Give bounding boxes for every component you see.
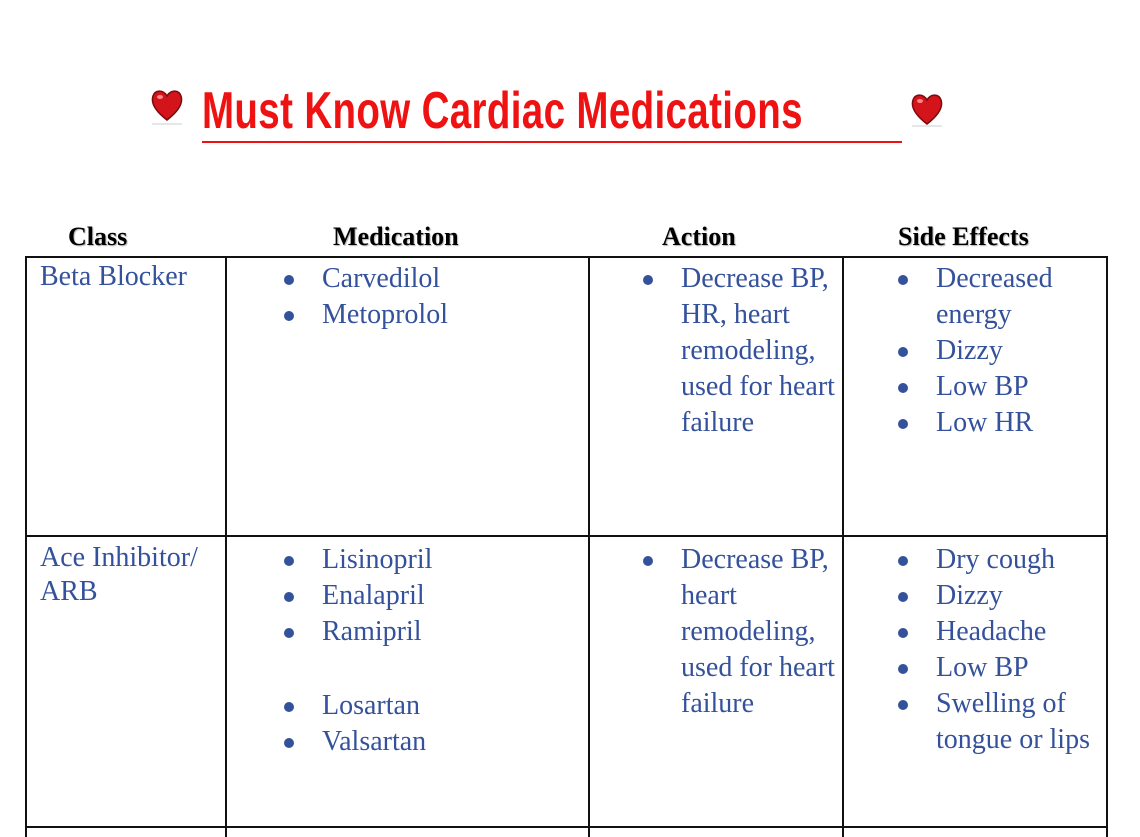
table-row-beta-blocker-action: [640, 261, 840, 441]
column-divider: [588, 256, 590, 837]
heart-icon: [910, 90, 944, 130]
list-item: Losartan: [281, 688, 581, 724]
row-divider: [25, 535, 1108, 537]
medication-list: [281, 261, 581, 333]
action-list: [640, 542, 840, 722]
list-item: Dry cough: [895, 542, 1103, 578]
column-divider: [842, 256, 844, 837]
list-item: Low BP: [895, 650, 1103, 686]
list-item: Metoprolol: [281, 297, 581, 333]
list-item: Swelling of tongue or lips: [895, 686, 1103, 758]
list-item: Headache: [895, 614, 1103, 650]
column-header-side-effects: Side Effects: [898, 222, 1029, 251]
side-effects-list: [895, 261, 1103, 441]
list-item: Valsartan: [281, 724, 581, 760]
page-title: Must Know Cardiac Medications: [202, 82, 803, 140]
title-row: [150, 78, 950, 150]
list-item: Decrease BP, heart remodeling, used for heart failure: [640, 542, 840, 722]
table-row-ace-inhibitor-medications: [281, 542, 581, 760]
list-item: Low BP: [895, 369, 1103, 405]
list-item: Dizzy: [895, 333, 1103, 369]
column-header-class: Class: [68, 222, 128, 251]
table-row-ace-inhibitor-class: [40, 541, 225, 609]
table-row-ace-inhibitor-action: [640, 542, 840, 722]
table-border-top: [25, 256, 1108, 258]
list-item: Decreased energy: [895, 261, 1103, 333]
list-item: Lisinopril: [281, 542, 581, 578]
row-divider: [25, 826, 1108, 828]
table-row-beta-blocker-side-effects: [895, 261, 1103, 441]
list-item: Dizzy: [895, 578, 1103, 614]
column-header-action: Action: [662, 222, 736, 251]
list-item: Enalapril: [281, 578, 581, 614]
column-divider: [225, 256, 227, 837]
list-item: Low HR: [895, 405, 1103, 441]
medication-list: [281, 542, 581, 760]
class-name: Beta Blocker: [40, 261, 187, 292]
action-list: [640, 261, 840, 441]
heart-icon: [150, 86, 184, 126]
list-item: Ramipril: [281, 614, 581, 650]
side-effects-list: [895, 542, 1103, 758]
class-name: Ace Inhibitor/ ARB: [40, 542, 198, 607]
table-row-ace-inhibitor-side-effects: [895, 542, 1103, 758]
table-row-beta-blocker-medications: [281, 261, 581, 333]
title-underline: [202, 141, 902, 143]
list-item: Carvedilol: [281, 261, 581, 297]
table-row-beta-blocker-class: [40, 260, 225, 294]
table-border-left: [25, 256, 27, 837]
column-header-medication: Medication: [333, 222, 459, 251]
list-item: Decrease BP, HR, heart remodeling, used for heart failure: [640, 261, 840, 441]
medications-table: [25, 256, 1108, 837]
table-border-right: [1106, 256, 1108, 837]
